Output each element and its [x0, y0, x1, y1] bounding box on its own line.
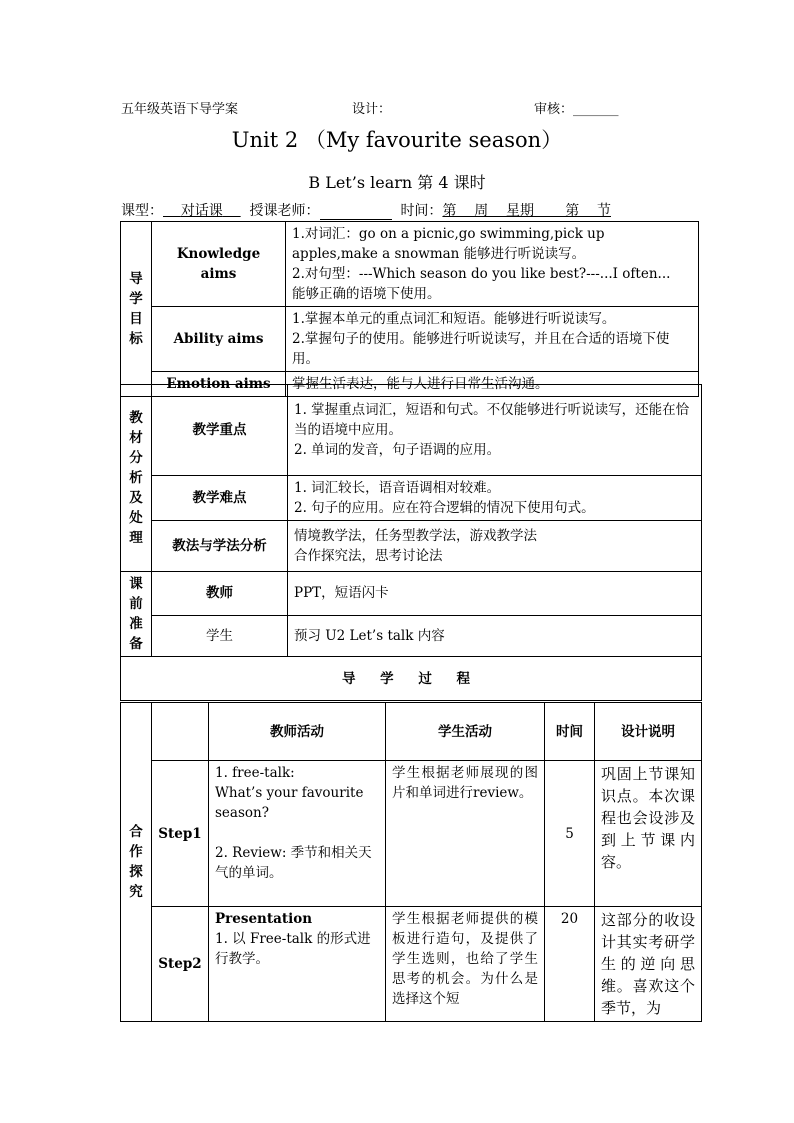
analysis-content: 1. 掌握重点词汇，短语和句式。不仅能够进行听说读写，还能在恰当的语境中应用。 2. 单词的发音，句子语调的应用。: [288, 385, 702, 476]
analysis-content: 1. 词汇较长，语音语调相对较难。 2. 句子的应用。应在符合逻辑的情况下使用句式。: [288, 476, 702, 521]
step-time: 5: [545, 761, 595, 907]
goal-label: Emotion aims: [152, 372, 286, 397]
prep-section-label: 课前准备: [121, 572, 152, 657]
header-note: 设计说明: [595, 703, 702, 761]
goal-content: 1.对词汇：go on a picnic,go swimming,pick up apples,make a snowman 能够进行听说读写。 2.对句型：---Which season do you like best?---...I often... 能够正确的语境下使用。: [286, 222, 699, 307]
analysis-content: 情境教学法，任务型教学法，游戏教学法 合作探究法，思考讨论法: [288, 521, 702, 572]
analysis-table: [120, 384, 702, 701]
design-label: 设计：: [352, 102, 392, 117]
analysis-label: 教学重点: [152, 385, 288, 476]
goal-label: Ability aims: [152, 307, 286, 372]
goals-table: [120, 221, 699, 397]
step-label: Step2: [152, 907, 209, 1022]
type-value: 对话课: [180, 203, 223, 219]
page-subtitle: B Let’s learn 第 4 课时: [308, 173, 486, 192]
step-student: 学生根据老师展现的图片和单词进行review。: [386, 761, 545, 907]
teacher-blank: [320, 205, 392, 220]
type-label: 课型：: [121, 203, 163, 219]
analysis-section-label: 教材分析及处理: [121, 385, 152, 572]
step-note: 巩固上节课知识点。本次课程也会设涉及到上节课内容。: [595, 761, 702, 907]
process-table: [120, 702, 702, 1022]
step-label: Step1: [152, 761, 209, 907]
course-label: 五年级英语下导学案: [121, 102, 239, 117]
step-time: 20: [545, 907, 595, 1022]
review-field: [534, 98, 619, 117]
step-note: 这部分的收设计其实考研学生的逆向思维。喜欢这个季节，为: [595, 907, 702, 1022]
prep-content: PPT，短语闪卡: [288, 572, 702, 616]
goal-label: Knowledge aims: [152, 222, 286, 307]
step-teacher: Presentation 1. 以 Free-talk 的形式进行教学。: [209, 907, 386, 1022]
step-teacher: 1. free-talk: What’s your favourite season? 2. Review: 季节和相关天气的单词。: [209, 761, 386, 907]
lesson-info: [121, 200, 611, 220]
header-student: 学生活动: [386, 703, 545, 761]
time-label: 时间：: [400, 203, 443, 219]
analysis-label: 教学难点: [152, 476, 288, 521]
prep-label: 学生: [152, 615, 288, 656]
process-title: 导 学 过 程: [121, 657, 702, 701]
teacher-label: 授课老师：: [249, 203, 320, 219]
page-title: Unit 2 （My favourite season）: [231, 128, 563, 152]
header-teacher: 教师活动: [209, 703, 386, 761]
step-student: 学生根据老师提供的模板进行造句，及提供了学生选则，也给了学生思考的机会。为什么是选择这个短: [386, 907, 545, 1022]
review-label: 审核：: [534, 102, 574, 117]
goal-content: 1.掌握本单元的重点词汇和短语。能够进行听说读写。 2.掌握句子的使用。能够进行听说读写，并且在合适的语境下使用。: [286, 307, 699, 372]
prep-content: 预习 U2 Let’s talk 内容: [288, 615, 702, 656]
process-section-label: 合作探究: [121, 703, 152, 1022]
goals-section-label: 导学目标: [121, 222, 152, 397]
time-value: 第 周 星期 第 节: [442, 203, 611, 219]
header-empty: [152, 703, 209, 761]
prep-label: 教师: [152, 572, 288, 616]
header-time: 时间: [545, 703, 595, 761]
review-blank: _______: [573, 102, 619, 117]
goal-content: 掌握生活表达，能与人进行日常生活沟通。: [286, 372, 699, 397]
analysis-label: 教法与学法分析: [152, 521, 288, 572]
